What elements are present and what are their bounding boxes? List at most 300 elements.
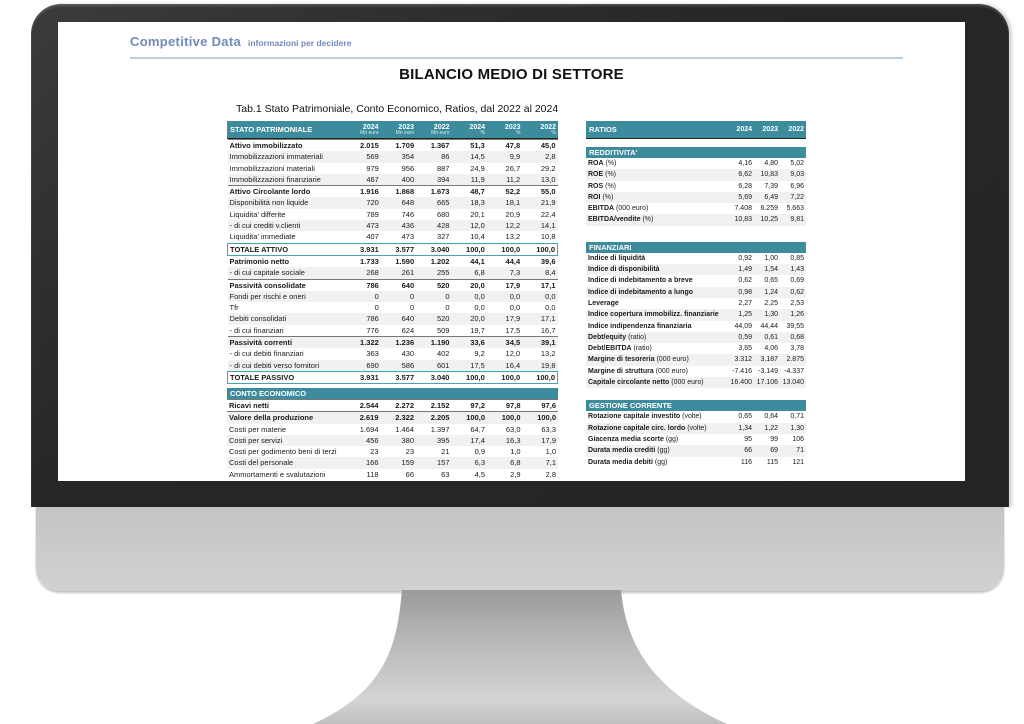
monitor-chin — [36, 507, 1004, 591]
table-row — [228, 302, 558, 313]
col-year: 2024 — [362, 123, 379, 131]
row-label: Liquidita' immediate — [229, 232, 296, 242]
cell-value: 255 — [436, 268, 450, 278]
cell-value: 1.464 — [395, 424, 414, 434]
cell-value: 569 — [366, 152, 379, 162]
ratio-row — [586, 287, 806, 298]
table-row — [228, 371, 558, 383]
cell-value: 9,81 — [790, 216, 804, 224]
cell-value: 12,0 — [505, 349, 521, 359]
cell-value: 690 — [366, 360, 379, 370]
cell-value: 520 — [436, 314, 450, 324]
ratio-row — [586, 321, 806, 332]
table-row — [228, 151, 558, 162]
cell-value: 3.931 — [346, 243, 381, 255]
cell-value: 0,98 — [738, 288, 752, 296]
column-header — [754, 126, 780, 133]
cell-value: 1.673 — [416, 186, 451, 198]
table-row — [228, 140, 558, 152]
table-row — [227, 412, 558, 424]
cell-value: 118 — [366, 469, 379, 479]
cell-value: 121 — [792, 458, 804, 466]
table-row — [228, 337, 558, 349]
cell-value: 3,65 — [738, 345, 752, 353]
cell-value: 17,5 — [470, 360, 485, 370]
sp-table-body — [227, 139, 558, 384]
row-label: Passività consolidate — [228, 279, 346, 291]
ratio-row — [586, 354, 806, 365]
cell-value: 3.187 — [760, 356, 778, 364]
cell-value: 473 — [401, 232, 415, 242]
row-label: Debt/equity (ratio) — [588, 333, 647, 341]
cell-value: 1.694 — [359, 424, 379, 434]
cell-value: 0,0 — [474, 303, 485, 313]
table-row — [228, 360, 558, 372]
table-row — [228, 209, 558, 220]
col-year: 2022 — [433, 123, 450, 131]
cell-value: 39,6 — [522, 255, 557, 267]
cell-value: 166 — [365, 458, 379, 468]
cell-value: 428 — [436, 221, 450, 231]
col-year: 2024 — [736, 126, 752, 133]
cell-value: 16,7 — [540, 325, 556, 335]
ratio-row — [586, 434, 806, 445]
cell-value: 115 — [766, 458, 778, 466]
row-label: Giacenza media scorte (gg) — [588, 435, 679, 443]
cell-value: 10,8 — [540, 232, 556, 242]
cell-value: 887 — [436, 163, 450, 173]
cell-value: 1,54 — [764, 266, 778, 274]
cell-value: 100,0 — [522, 243, 557, 255]
cell-value: 6,49 — [764, 193, 778, 201]
ratio-row — [586, 457, 806, 468]
cell-value: 1.916 — [346, 186, 381, 198]
cell-value: 17,9 — [541, 435, 556, 445]
cell-value: 44,09 — [734, 322, 752, 330]
cell-value: 2.619 — [345, 412, 381, 424]
cell-value: 14,1 — [540, 221, 556, 231]
row-label: Margine di tesoreria (000 euro) — [588, 356, 689, 364]
cell-value: 0,59 — [738, 333, 752, 341]
cell-value: 4,80 — [764, 160, 778, 167]
table-row — [228, 197, 558, 208]
cell-value: 33,6 — [451, 337, 486, 349]
cell-value: 6,3 — [474, 458, 485, 468]
row-label: EBITDA (000 euro) — [588, 205, 649, 213]
cell-value: 1.397 — [430, 424, 450, 434]
cell-value: 467 — [366, 174, 379, 184]
cell-value: 1.202 — [416, 255, 451, 267]
row-label: Immobilizzazioni immateriali — [229, 152, 323, 162]
cell-value: 97,6 — [523, 400, 559, 412]
row-label: Attivo Circolante lordo — [228, 186, 346, 198]
table-row — [227, 446, 558, 457]
cell-value: 11,9 — [470, 174, 485, 184]
cell-value: 7,3 — [509, 268, 521, 278]
cell-value: 13,0 — [540, 174, 556, 184]
cell-value: 327 — [436, 232, 450, 242]
cell-value: 268 — [366, 268, 379, 278]
cell-value: 6,96 — [790, 182, 804, 190]
cell-value: 624 — [401, 325, 415, 335]
cell-value: 20,0 — [470, 314, 485, 324]
row-label: Ricavi netti — [227, 400, 345, 412]
cell-value: 7,39 — [764, 182, 778, 190]
cell-value: 39,55 — [786, 322, 804, 330]
cell-value: 0,0 — [509, 303, 521, 313]
cell-value: 0 — [409, 303, 415, 313]
cell-value: -4.337 — [784, 367, 804, 375]
sp-header-title: STATO PATRIMONIALE — [230, 125, 313, 134]
section-title: REDDITIVITA' — [586, 147, 806, 158]
cell-value: 1.190 — [416, 337, 451, 349]
cell-value: 0,71 — [790, 413, 804, 421]
cell-value: 10,4 — [470, 232, 485, 242]
cell-value: 0,64 — [764, 413, 778, 421]
cell-value: 456 — [365, 435, 379, 445]
table-row — [228, 220, 558, 231]
cell-value: 380 — [401, 435, 414, 445]
cell-value: 956 — [401, 163, 415, 173]
gestione-table-body — [586, 411, 806, 467]
cell-value: 97,2 — [452, 400, 488, 412]
cell-value: 16.400 — [730, 379, 752, 387]
row-label: Indice di disponibilità — [588, 266, 660, 274]
ratio-row — [586, 214, 806, 225]
ratio-row — [586, 366, 806, 377]
cell-value: 1,34 — [738, 424, 752, 432]
row-label: Attivo immobilizzato — [228, 140, 346, 152]
cell-value: 69 — [770, 447, 778, 455]
col-unit: Mn euro — [431, 129, 450, 136]
row-label: - di cui capitale sociale — [229, 268, 305, 278]
cell-value: 395 — [436, 435, 450, 445]
cell-value: 6.259 — [760, 205, 778, 213]
cell-value: 1.367 — [416, 140, 451, 152]
col-year: 2024 — [469, 123, 485, 131]
finanziari-table-body — [586, 253, 806, 389]
cell-value: 3,78 — [790, 345, 804, 353]
cell-value: 4,5 — [474, 469, 485, 479]
row-label: Costi del personale — [229, 458, 294, 468]
cell-value: 2,8 — [545, 152, 556, 162]
col-year: 2022 — [540, 123, 556, 131]
cell-value: 44,44 — [760, 322, 778, 330]
logo — [130, 34, 351, 49]
row-label: Costi per servizi — [229, 435, 283, 445]
cell-value: 39,1 — [522, 337, 557, 349]
cell-value: 17.106 — [756, 379, 778, 387]
table-row — [228, 313, 558, 324]
cell-value: 2,9 — [510, 469, 521, 479]
table-row — [227, 457, 558, 468]
cell-value: 17,9 — [505, 314, 521, 324]
table-row — [228, 325, 558, 337]
col-unit: % — [516, 129, 521, 136]
cell-value: 1,0 — [545, 447, 556, 457]
cell-value: 18,3 — [470, 198, 485, 208]
cell-value: 0 — [409, 291, 415, 301]
row-label: Debt/EBITDA (ratio) — [588, 345, 652, 353]
cell-value: 1.733 — [346, 255, 381, 267]
row-label: Durata media debiti (gg) — [588, 458, 668, 466]
brand-name: Competitive Data — [130, 34, 241, 49]
cell-value: 0 — [374, 291, 379, 301]
col-year: 2022 — [788, 126, 804, 133]
cell-value: 1,49 — [738, 266, 752, 274]
cell-value: 1,25 — [738, 311, 752, 319]
cell-value: 1.236 — [381, 337, 416, 349]
column-header — [381, 124, 417, 136]
row-label: - di cui debiti finanziari — [229, 349, 304, 359]
cell-value: 648 — [401, 198, 415, 208]
cell-value: 1,22 — [764, 424, 778, 432]
stato-patrimoniale-table — [227, 121, 558, 384]
cell-value: 19,8 — [540, 360, 556, 370]
col-year: 2023 — [762, 126, 778, 133]
cell-value: 746 — [401, 209, 415, 219]
row-label: Immobilizzazioni finanziarie — [229, 174, 321, 184]
cell-value: 601 — [436, 360, 450, 370]
cell-value: 16,3 — [505, 435, 521, 445]
row-label: Costi per godimento beni di terzi — [229, 447, 337, 457]
row-label: TOTALE PASSIVO — [228, 371, 346, 383]
col-unit: % — [551, 129, 556, 136]
cell-value: 979 — [366, 163, 379, 173]
table-row — [227, 435, 558, 446]
cell-value: 0 — [445, 303, 450, 313]
row-label: Liquidita' differite — [229, 209, 286, 219]
column-header — [523, 124, 559, 136]
cell-value: 97,8 — [487, 400, 523, 412]
row-label: Fondi per rischi e oneri — [229, 291, 306, 301]
cell-value: 17,1 — [522, 279, 557, 291]
cell-value: -3.149 — [758, 367, 778, 375]
cell-value: 157 — [436, 458, 450, 468]
cell-value: 2.015 — [346, 140, 381, 152]
cell-value: 9,2 — [474, 349, 485, 359]
row-label: Valore della produzione — [227, 412, 345, 424]
cell-value: 12,2 — [505, 221, 521, 231]
ratio-row — [586, 411, 806, 422]
col-unit: Mn euro — [395, 129, 414, 136]
ratio-row — [586, 264, 806, 275]
monitor-stand — [280, 590, 750, 724]
brand-tagline: informazioni per decidere — [248, 38, 352, 48]
cell-value: 3.040 — [416, 243, 451, 255]
conto-economico-table — [227, 388, 558, 480]
cell-value: 17,5 — [505, 325, 521, 335]
cell-value: 14,5 — [470, 152, 485, 162]
cell-value: 0,92 — [738, 254, 752, 262]
cell-value: 1,26 — [790, 311, 804, 319]
cell-value: 17,1 — [540, 314, 556, 324]
cell-value: 100,0 — [452, 412, 488, 424]
cell-value: 394 — [436, 174, 450, 184]
col-year: 2023 — [504, 123, 521, 131]
page-title: BILANCIO MEDIO DI SETTORE — [399, 66, 624, 83]
cell-value: 3.577 — [381, 243, 416, 255]
table-row — [227, 469, 558, 480]
cell-value: 13.040 — [782, 379, 804, 387]
row-label: Indice di indebitamento a lungo — [588, 288, 694, 296]
cell-value: 1,0 — [510, 447, 521, 457]
header-rule — [130, 57, 903, 59]
cell-value: 17,4 — [470, 435, 485, 445]
cell-value: 430 — [401, 349, 415, 359]
cell-value: 1.709 — [381, 140, 416, 152]
cell-value: 0,62 — [738, 277, 752, 285]
row-label: Costi per materie — [229, 424, 287, 434]
cell-value: 0,9 — [474, 447, 485, 457]
cell-value: 63,3 — [541, 424, 556, 434]
cell-value: 48,7 — [451, 186, 486, 198]
cell-value: 0,69 — [790, 277, 804, 285]
redditivita-table-body — [586, 158, 806, 226]
column-header — [452, 124, 488, 136]
cell-value: 51,3 — [451, 140, 486, 152]
cell-value: 55,0 — [522, 186, 557, 198]
cell-value: 3.931 — [346, 371, 381, 383]
section-title: FINANZIARI — [586, 242, 806, 253]
cell-value: 1.868 — [381, 186, 416, 198]
row-label: Durata media crediti (gg) — [588, 447, 670, 455]
cell-value: 19,7 — [470, 325, 485, 335]
cell-value: 63 — [441, 469, 450, 479]
ratio-row — [586, 445, 806, 456]
cell-value: 0,65 — [738, 413, 752, 421]
table-caption: Tab.1 Stato Patrimoniale, Conto Economico, Ratios, dal 2022 al 2024 — [236, 103, 559, 115]
stand-shape — [313, 590, 727, 724]
cell-value: 3.312 — [734, 356, 752, 364]
cell-value: 11,2 — [506, 174, 521, 184]
cell-value: 99 — [770, 435, 778, 443]
cell-value: 789 — [366, 209, 379, 219]
column-header — [780, 126, 806, 133]
section-title: GESTIONE CORRENTE — [586, 400, 806, 411]
cell-value: 0,85 — [790, 254, 804, 262]
ratio-row — [586, 298, 806, 309]
cell-value: 0,65 — [764, 277, 778, 285]
row-label: Rotazione capitale investito (volte) — [588, 413, 702, 421]
cell-value: 20,9 — [505, 209, 521, 219]
cell-value: 586 — [401, 360, 415, 370]
cell-value: 2,27 — [738, 299, 752, 307]
cell-value: 18,1 — [505, 198, 521, 208]
cell-value: 7,22 — [790, 193, 804, 201]
ratio-row — [586, 275, 806, 286]
cell-value: 402 — [436, 349, 450, 359]
cell-value: 17,9 — [487, 279, 522, 291]
cell-value: 2,8 — [545, 469, 556, 479]
cell-value: 95 — [744, 435, 752, 443]
cell-value: 3.577 — [381, 371, 416, 383]
cell-value: 0,68 — [790, 333, 804, 341]
cell-value: 473 — [366, 221, 379, 231]
ratios-table — [586, 121, 806, 468]
row-label: Indice di indebitamento a breve — [588, 277, 693, 285]
cell-value: 12,0 — [470, 221, 485, 231]
row-label: Capitale circolante netto (000 euro) — [588, 379, 704, 387]
cell-value: 23 — [370, 447, 379, 457]
row-label: Indice di liquidità — [588, 254, 646, 262]
cell-value: 400 — [401, 174, 415, 184]
cell-value: 16,4 — [505, 360, 521, 370]
cell-value: 21 — [441, 447, 450, 457]
cell-value: 1,30 — [790, 424, 804, 432]
cell-value: 6,8 — [510, 458, 521, 468]
cell-value: 2,25 — [764, 299, 778, 307]
section-gestione-corrente — [586, 400, 806, 467]
row-label: Disponibilità non liquide — [229, 198, 309, 208]
row-label: Margine di struttura (000 euro) — [588, 367, 688, 375]
row-label: - di cui crediti v.clienti — [229, 221, 301, 231]
table-row — [228, 279, 558, 291]
cell-value: 3.040 — [416, 371, 451, 383]
cell-value: 640 — [381, 279, 416, 291]
cell-value: 8,4 — [545, 268, 556, 278]
cell-value: 5.663 — [786, 205, 804, 213]
cell-value: 34,5 — [487, 337, 522, 349]
cell-value: 6,28 — [738, 182, 752, 190]
cell-value: 23 — [405, 447, 414, 457]
row-label: TOTALE ATTIVO — [228, 243, 346, 255]
row-label: Patrimonio netto — [228, 255, 346, 267]
ratio-row — [586, 192, 806, 203]
row-label: Rotazione capitale circ. lordo (volte) — [588, 424, 707, 432]
cell-value: 2.205 — [416, 412, 452, 424]
row-label: Leverage — [588, 299, 619, 307]
cell-value: 720 — [366, 198, 379, 208]
table-row — [227, 400, 558, 412]
cell-value: 45,0 — [522, 140, 557, 152]
cell-value: 4,16 — [738, 160, 752, 167]
ratio-row — [586, 203, 806, 214]
cell-value: 10,83 — [760, 171, 778, 179]
cell-value: 1,43 — [790, 266, 804, 274]
cell-value: 100,0 — [522, 371, 557, 383]
ce-table-body — [227, 399, 558, 480]
cell-value: 0,0 — [509, 291, 521, 301]
cell-value: 159 — [401, 458, 414, 468]
cell-value: 24,9 — [470, 163, 485, 173]
column-header — [345, 124, 381, 136]
cell-value: 665 — [436, 198, 450, 208]
cell-value: 520 — [416, 279, 451, 291]
cell-value: 2.875 — [786, 356, 804, 364]
ratio-row — [586, 181, 806, 192]
cell-value: 640 — [401, 314, 415, 324]
cell-value: 20,0 — [451, 279, 486, 291]
table-row — [228, 291, 558, 302]
monitor-screen — [58, 22, 965, 481]
cell-value: 100,0 — [451, 243, 486, 255]
cell-value: 7.408 — [734, 205, 752, 213]
cell-value: 0,0 — [545, 303, 556, 313]
column-header — [487, 124, 523, 136]
row-label: EBITDA/vendite (%) — [588, 216, 654, 224]
cell-value: 64,7 — [470, 424, 485, 434]
row-label: Debiti consolidati — [229, 314, 287, 324]
row-label: - di cui finanziari — [229, 325, 284, 335]
cell-value: 509 — [436, 325, 450, 335]
cell-value: 47,8 — [487, 140, 522, 152]
row-label: Ammortamenti e svalutazioni — [229, 469, 326, 479]
cell-value: 363 — [366, 349, 379, 359]
cell-value: 13,2 — [540, 349, 556, 359]
cell-value: 680 — [436, 209, 450, 219]
cell-value: 786 — [346, 279, 381, 291]
